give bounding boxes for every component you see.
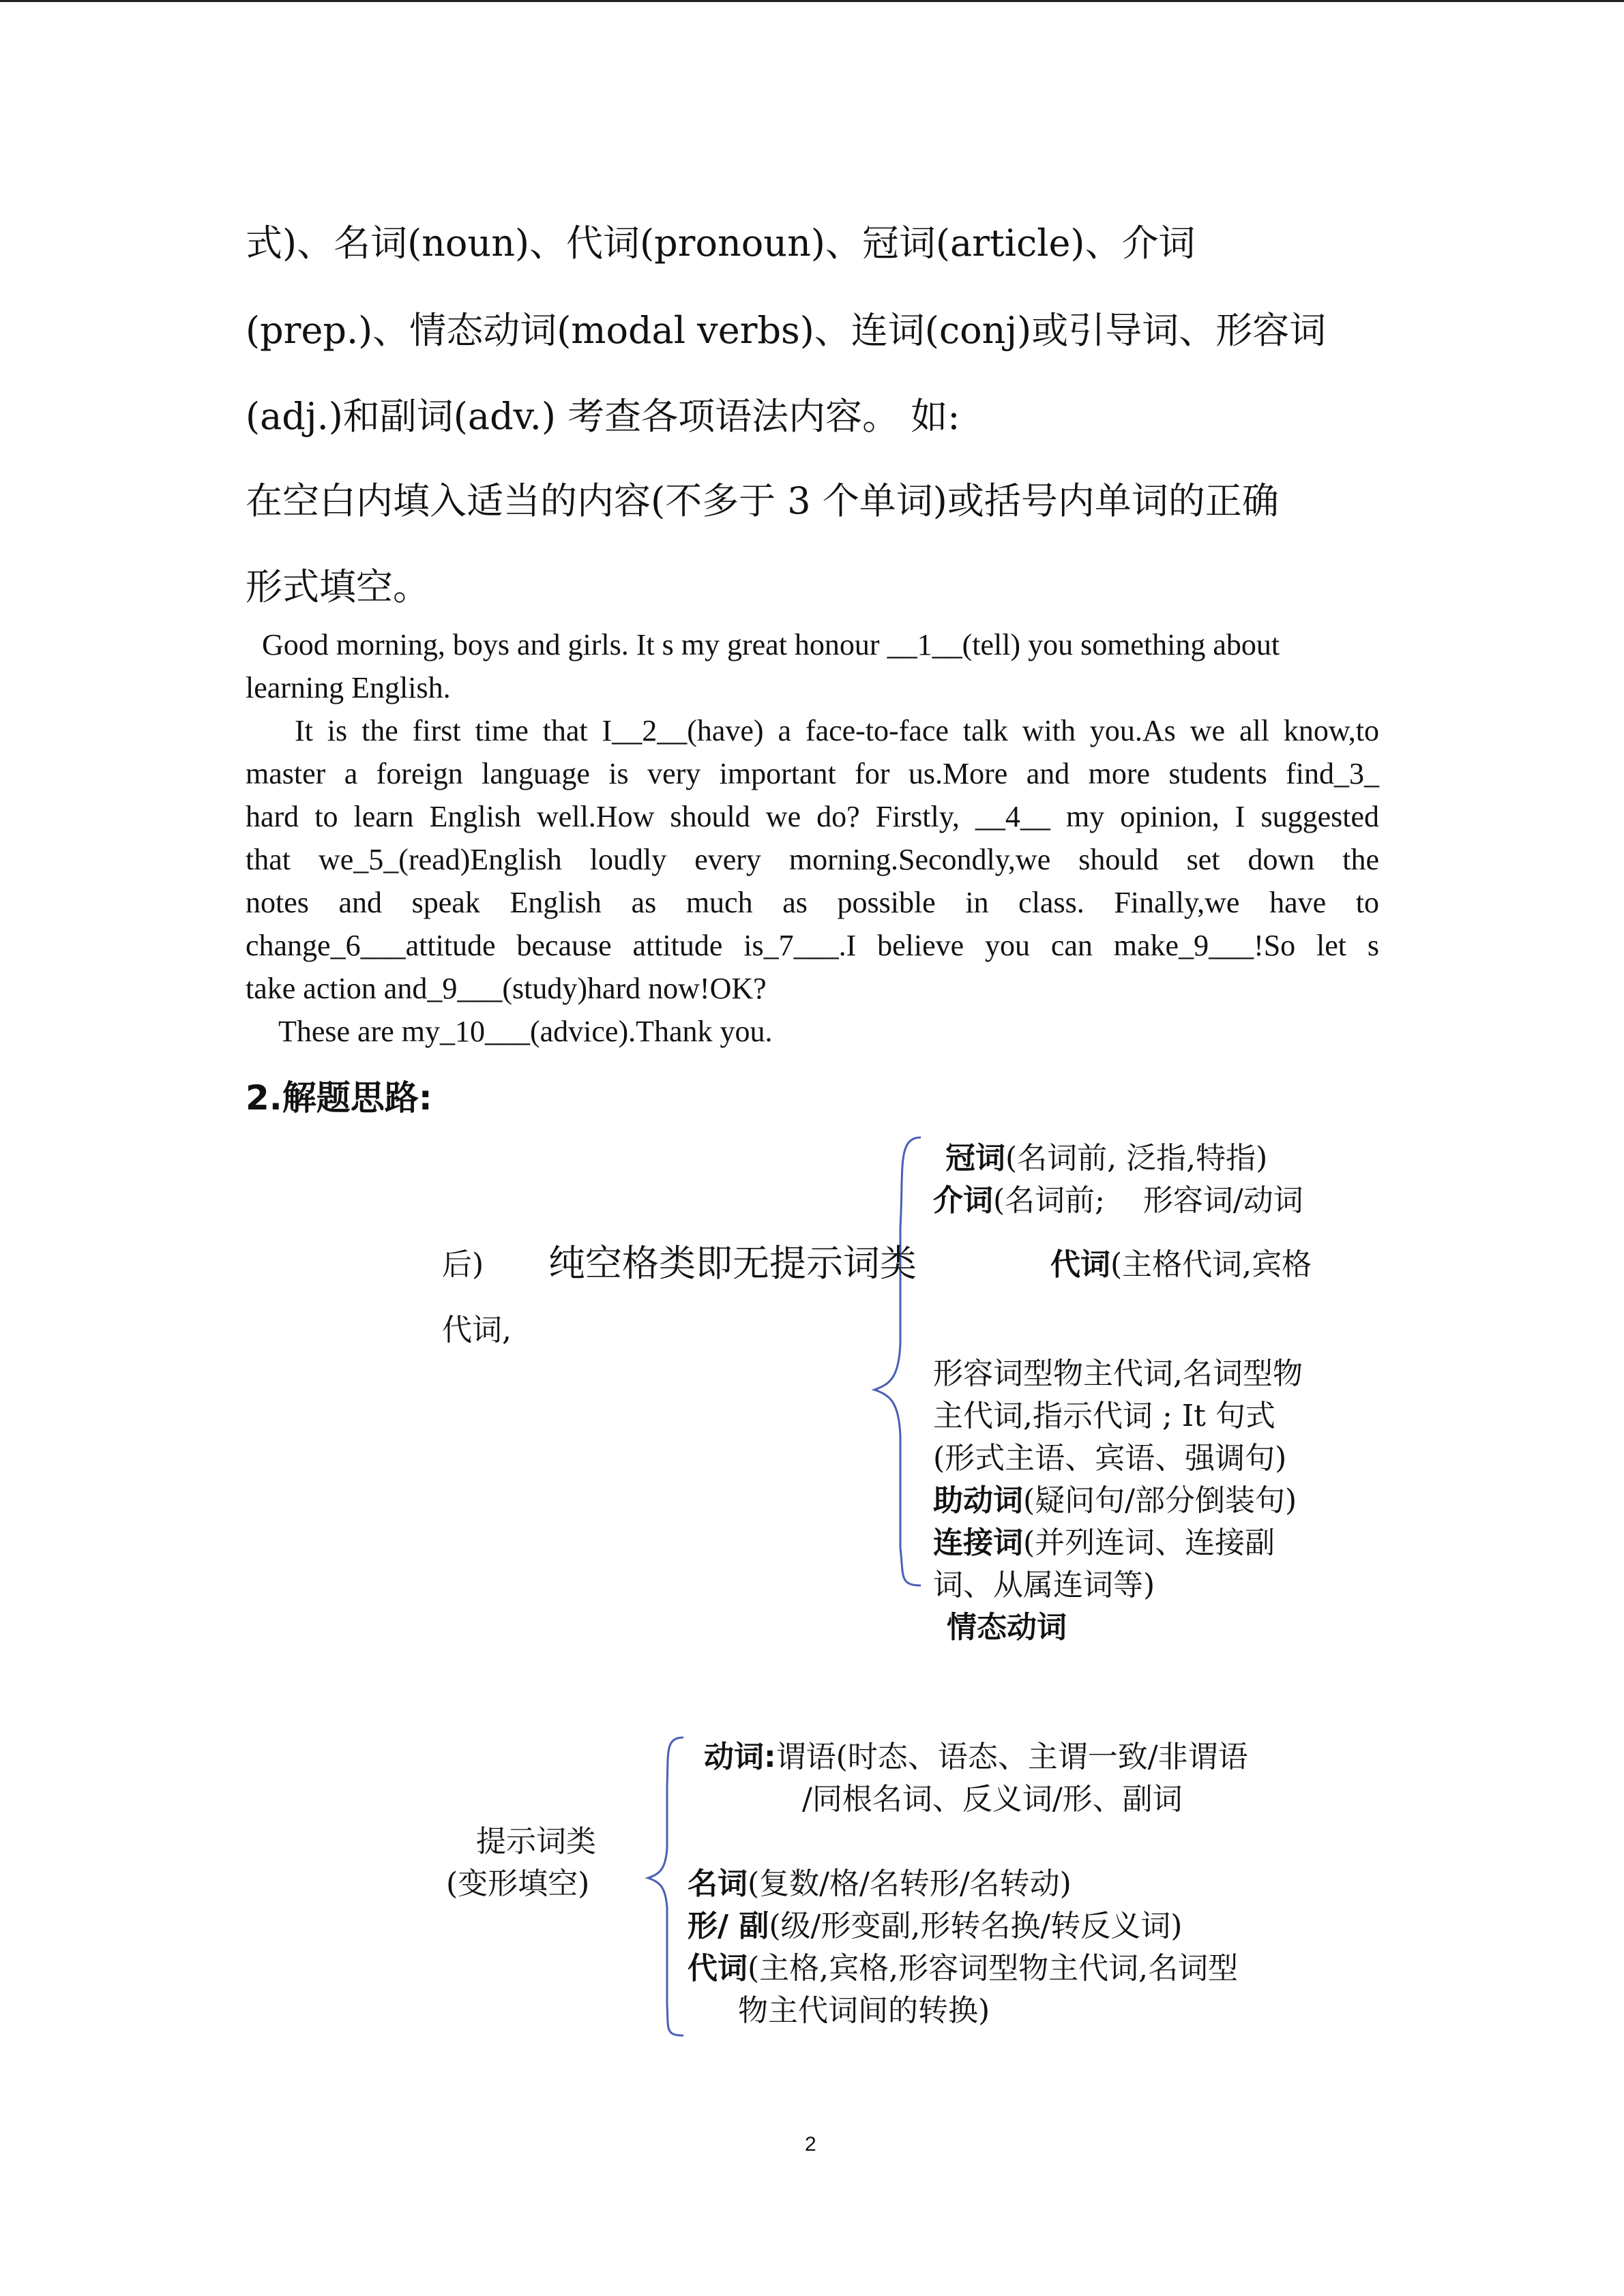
diagram2-item-noun: [688, 1859, 1072, 1903]
diagram1-pronoun-cont-1: 形容词型物主代词,名词型物: [933, 1356, 1303, 1391]
item-rest: (主格代词,宾格: [1110, 1247, 1312, 1282]
diagram1-item-conjunction: [933, 1518, 1275, 1562]
passage-line: hard to learn English well.How should we do? Firstly, __4__ my opinion, I suggested: [246, 800, 1379, 833]
diagram1-item-auxiliary: [933, 1476, 1297, 1519]
intro-line-3: (adj.)和副词(adv.) 考查各项语法内容。 如:: [246, 395, 960, 438]
diagram2-left-label-2: (变形填空): [446, 1866, 590, 1901]
diagram1-pronoun-cont-3: (形式主语、宾语、强调句): [933, 1441, 1287, 1476]
item-rest: (级/形变副,形转名换/转反义词): [769, 1909, 1183, 1943]
curly-brace-icon: [641, 1732, 689, 2039]
curly-brace-icon: [866, 1132, 928, 1589]
passage-line: notes and speak English as much as possible in class. Finally,we have to: [246, 886, 1379, 919]
diagram2-pronoun-cont: 物主代词间的转换): [738, 1993, 990, 2028]
diagram1-item-modal: [947, 1602, 1067, 1646]
intro-line-1: 式)、名词(noun)、代词(pronoun)、冠词(article)、介词: [246, 222, 1196, 265]
passage: [246, 623, 1379, 1053]
passage-line: change_6___attitude because attitude is_7___.I believe you can make_9___!So let s: [246, 929, 1379, 962]
page-top-border: [0, 0, 1624, 2]
item-bold: 连接词: [933, 1525, 1023, 1560]
intro-line-4: 在空白内填入适当的内容(不多于 3 个单词)或括号内单词的正确: [246, 479, 1279, 522]
item-bold: 助动词: [933, 1483, 1023, 1518]
item-rest: (名词前, 泛指,特指): [1005, 1141, 1268, 1176]
passage-line: It is the first time that I__2__(have) a face-to-face talk with you.As we all know,to: [295, 714, 1379, 747]
passage-line: take action and_9___(study)hard now!OK?: [246, 972, 767, 1005]
diagram1-left-label: 纯空格类即无提示词类: [548, 1242, 917, 1285]
passage-line: Good morning, boys and girls. It s my great honour __1__(tell) you something about: [262, 628, 1280, 661]
diagram2-verb-cont: /同根名词、反义词/形、副词: [802, 1782, 1183, 1817]
diagram1-conjunction-cont: 词、从属连词等): [933, 1568, 1155, 1602]
item-bold: 介词: [933, 1183, 993, 1218]
diagram1-item-article: [945, 1133, 1267, 1177]
item-rest: (并列连词、连接副: [1023, 1525, 1275, 1560]
item-rest: 谓语(时态、语态、主谓一致/非谓语: [776, 1740, 1248, 1774]
passage-line: that we_5_(read)English loudly every morning.Secondly,we should set down the: [246, 843, 1379, 876]
diagram1-item-pronoun: [1050, 1240, 1312, 1283]
diagram1-left-hou: 后): [442, 1247, 484, 1282]
diagram1-pronoun-cont-2: 主代词,指示代词 ; It 句式: [933, 1399, 1275, 1433]
item-bold: 动词:: [704, 1740, 776, 1774]
item-rest: (名词前; 形容词/动词: [993, 1183, 1303, 1218]
page-number: 2: [805, 2133, 816, 2156]
diagram2-item-pronoun: [688, 1943, 1238, 1987]
passage-line: learning English.: [246, 671, 451, 704]
diagram1-left-daici: 代词,: [442, 1313, 512, 1347]
intro-line-5: 形式填空。: [246, 565, 430, 608]
item-bold: 情态动词: [947, 1610, 1067, 1645]
item-bold: 代词: [1050, 1247, 1110, 1282]
item-bold: 名词: [688, 1866, 748, 1901]
passage-line: These are my_10___(advice).Thank you.: [278, 1015, 773, 1048]
diagram2-left-label-1: 提示词类: [476, 1824, 596, 1859]
diagram2-item-adj-adv: [688, 1901, 1182, 1945]
item-rest: (主格,宾格,形容词型物主代词,名词型: [748, 1951, 1239, 1986]
item-rest: (复数/格/名转形/名转动): [748, 1866, 1072, 1901]
item-bold: 代词: [688, 1951, 748, 1986]
item-rest: (疑问句/部分倒装句): [1023, 1483, 1297, 1518]
item-bold: 形/ 副: [688, 1909, 769, 1943]
intro-line-2: (prep.)、情态动词(modal verbs)、连词(conj)或引导词、形容词: [246, 309, 1327, 352]
passage-line: master a foreign language is very important for us.More and more students find_3_: [246, 757, 1379, 790]
section-heading: 2.解题思路:: [246, 1078, 432, 1118]
diagram2-item-verb: [704, 1732, 1248, 1776]
item-bold: 冠词: [945, 1141, 1005, 1176]
diagram1-item-preposition: [933, 1176, 1303, 1219]
